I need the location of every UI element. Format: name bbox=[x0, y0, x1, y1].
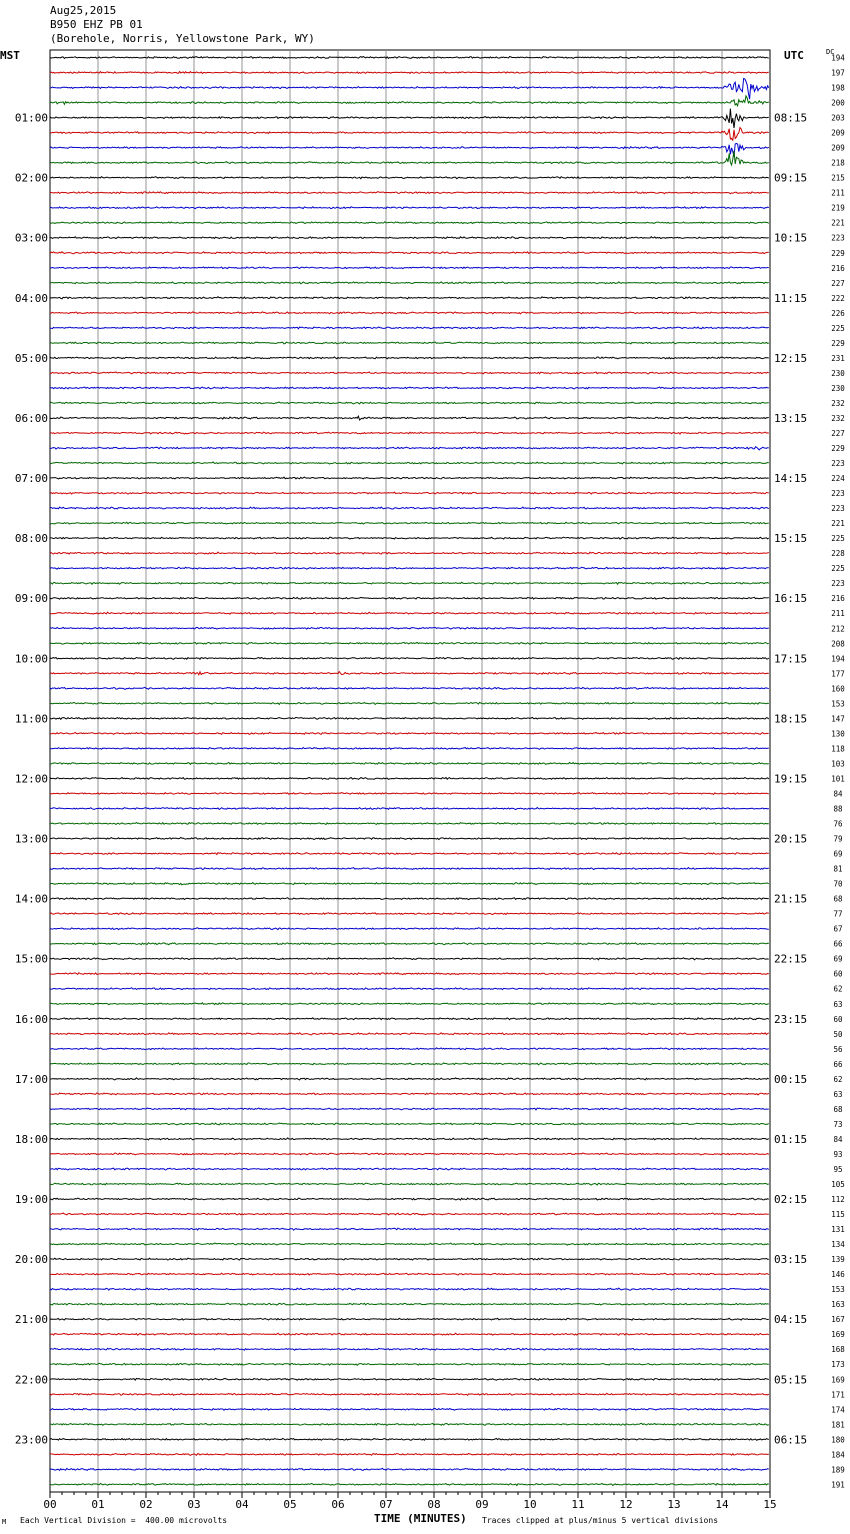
seismic-trace bbox=[50, 748, 769, 750]
title-location: (Borehole, Norris, Yellowstone Park, WY) bbox=[50, 32, 315, 45]
dc-offset-value: 230 bbox=[831, 368, 845, 378]
hour-label-left: 16:00 bbox=[14, 1012, 48, 1026]
dc-offset-value: 203 bbox=[831, 113, 845, 123]
dc-offset-value: 60 bbox=[833, 1014, 843, 1024]
hour-label-left: 14:00 bbox=[14, 892, 48, 906]
x-tick-label: 07 bbox=[379, 1498, 393, 1511]
hour-label-left: 15:00 bbox=[14, 952, 48, 966]
hour-label-left: 02:00 bbox=[14, 171, 48, 185]
hour-label-left: 20:00 bbox=[14, 1253, 48, 1267]
hour-label-right: 21:15 bbox=[774, 892, 808, 906]
dc-offset-value: 223 bbox=[831, 233, 845, 243]
dc-offset-value: 232 bbox=[831, 398, 845, 408]
seismic-trace bbox=[50, 1258, 769, 1260]
logo-mark: M bbox=[2, 1518, 7, 1526]
seismic-trace bbox=[50, 868, 769, 870]
title-station: B950 EHZ PB 01 bbox=[50, 18, 143, 31]
seismic-trace bbox=[50, 1484, 769, 1486]
seismic-trace bbox=[50, 1243, 769, 1245]
hour-label-left: 12:00 bbox=[14, 772, 48, 786]
hour-label-right: 00:15 bbox=[774, 1072, 808, 1086]
seismic-trace bbox=[50, 732, 769, 734]
seismic-trace bbox=[50, 109, 769, 128]
seismic-trace bbox=[50, 252, 769, 254]
seismic-trace bbox=[50, 823, 769, 825]
dc-offset-value: 67 bbox=[833, 924, 843, 934]
dc-offset-value: 173 bbox=[831, 1360, 845, 1370]
seismic-trace bbox=[50, 1408, 769, 1410]
seismic-trace bbox=[50, 192, 769, 194]
seismic-trace bbox=[50, 402, 769, 404]
dc-offset-value: 211 bbox=[831, 188, 845, 198]
seismic-trace bbox=[50, 762, 769, 764]
seismic-trace bbox=[50, 898, 769, 900]
seismic-trace bbox=[50, 1048, 769, 1050]
seismic-trace bbox=[50, 1153, 769, 1155]
dc-offset-value: 225 bbox=[831, 534, 845, 544]
dc-offset-value: 219 bbox=[831, 203, 845, 213]
seismic-trace bbox=[50, 143, 769, 156]
seismic-trace bbox=[50, 1108, 769, 1110]
dc-offset-value: 160 bbox=[831, 684, 845, 694]
dc-offset-value: 209 bbox=[831, 128, 845, 138]
dc-offset-value: 194 bbox=[831, 654, 845, 664]
x-tick-label: 06 bbox=[331, 1498, 345, 1511]
seismic-trace bbox=[50, 477, 769, 479]
seismic-trace bbox=[50, 1198, 769, 1200]
x-tick-label: 14 bbox=[715, 1498, 729, 1511]
hour-label-right: 15:15 bbox=[774, 532, 808, 546]
dc-offset-value: 180 bbox=[831, 1435, 845, 1445]
x-tick-label: 15 bbox=[763, 1498, 777, 1511]
seismic-trace bbox=[50, 79, 769, 100]
seismic-trace bbox=[50, 387, 769, 389]
dc-offset-value: 147 bbox=[831, 714, 845, 724]
hour-label-left: 07:00 bbox=[14, 472, 48, 486]
seismic-trace bbox=[50, 988, 769, 990]
seismic-trace bbox=[50, 357, 769, 359]
dc-offset-value: 197 bbox=[831, 68, 845, 78]
seismic-trace bbox=[50, 687, 769, 689]
seismic-trace bbox=[50, 151, 769, 165]
hour-label-right: 03:15 bbox=[774, 1253, 808, 1267]
dc-offset-value: 223 bbox=[831, 489, 845, 499]
dc-offset-value: 93 bbox=[833, 1149, 843, 1159]
dc-offset-value: 223 bbox=[831, 579, 845, 589]
dc-offset-value: 131 bbox=[831, 1225, 845, 1235]
dc-offset-value: 76 bbox=[833, 819, 843, 829]
dc-offset-value: 216 bbox=[831, 594, 845, 604]
dc-offset-value: 215 bbox=[831, 173, 845, 183]
seismic-trace bbox=[50, 913, 769, 915]
hour-label-left: 04:00 bbox=[14, 291, 48, 305]
hour-label-right: 17:15 bbox=[774, 652, 808, 666]
dc-offset-value: 223 bbox=[831, 459, 845, 469]
seismic-trace bbox=[50, 312, 769, 314]
seismic-trace bbox=[50, 717, 769, 719]
seismic-trace bbox=[50, 372, 769, 374]
hour-label-right: 19:15 bbox=[774, 772, 808, 786]
dc-offset-value: 232 bbox=[831, 413, 845, 423]
x-tick-label: 09 bbox=[475, 1498, 489, 1511]
dc-offset-value: 77 bbox=[833, 909, 843, 919]
seismic-trace bbox=[50, 808, 769, 810]
dc-offset-value: 112 bbox=[831, 1195, 845, 1205]
seismic-trace bbox=[50, 1363, 769, 1365]
dc-offset-value: 84 bbox=[833, 1134, 843, 1144]
dc-offset-value: 226 bbox=[831, 308, 845, 318]
seismic-trace bbox=[50, 432, 769, 434]
seismic-trace bbox=[50, 1093, 769, 1095]
dc-offset-value: 118 bbox=[831, 744, 845, 754]
dc-offset-value: 209 bbox=[831, 143, 845, 153]
seismic-trace bbox=[50, 1423, 769, 1425]
seismic-trace bbox=[50, 1003, 769, 1005]
seismic-trace bbox=[50, 57, 769, 59]
seismic-trace bbox=[50, 72, 769, 74]
dc-offset-value: 169 bbox=[831, 1330, 845, 1340]
seismic-trace bbox=[50, 582, 769, 584]
seismic-trace bbox=[50, 1454, 769, 1456]
x-tick-label: 01 bbox=[91, 1498, 105, 1511]
hour-label-right: 23:15 bbox=[774, 1012, 808, 1026]
seismic-trace bbox=[50, 96, 769, 106]
dc-offset-value: 69 bbox=[833, 849, 843, 859]
hour-label-right: 14:15 bbox=[774, 472, 808, 486]
clip-note: Traces clipped at plus/minus 5 vertical divisions bbox=[482, 1516, 719, 1525]
seismic-trace bbox=[50, 597, 769, 599]
dc-offset-value: 167 bbox=[831, 1315, 845, 1325]
dc-offset-value: 171 bbox=[831, 1390, 845, 1400]
hour-label-left: 18:00 bbox=[14, 1132, 48, 1146]
seismic-trace bbox=[50, 447, 769, 450]
dc-offset-value: 225 bbox=[831, 564, 845, 574]
seismic-trace bbox=[50, 537, 769, 539]
hour-label-left: 19:00 bbox=[14, 1193, 48, 1207]
dc-offset-value: 153 bbox=[831, 699, 845, 709]
seismic-trace bbox=[50, 928, 769, 930]
seismic-trace bbox=[50, 627, 769, 629]
dc-offset-value: 229 bbox=[831, 248, 845, 258]
dc-offset-value: 225 bbox=[831, 323, 845, 333]
seismic-trace bbox=[50, 1213, 769, 1215]
hour-label-left: 09:00 bbox=[14, 592, 48, 606]
dc-offset-value: 191 bbox=[831, 1480, 845, 1490]
seismic-trace bbox=[50, 567, 769, 569]
hour-label-right: 12:15 bbox=[774, 351, 808, 365]
seismic-trace bbox=[50, 282, 769, 284]
dc-offset-value: 189 bbox=[831, 1465, 845, 1475]
plot-frame bbox=[50, 50, 770, 1492]
dc-offset-value: 146 bbox=[831, 1270, 845, 1280]
seismic-trace bbox=[50, 883, 769, 885]
dc-offset-value: 200 bbox=[831, 98, 845, 108]
dc-offset-value: 63 bbox=[833, 1089, 843, 1099]
dc-offset-value: 230 bbox=[831, 383, 845, 393]
seismic-trace bbox=[50, 1348, 769, 1350]
dc-offset-value: 95 bbox=[833, 1164, 843, 1174]
right-timezone-label: UTC bbox=[784, 49, 804, 62]
seismic-trace bbox=[50, 462, 769, 464]
dc-offset-value: 229 bbox=[831, 338, 845, 348]
dc-offset-value: 66 bbox=[833, 939, 843, 949]
hour-label-left: 01:00 bbox=[14, 111, 48, 125]
hour-label-right: 02:15 bbox=[774, 1193, 808, 1207]
dc-offset-value: 101 bbox=[831, 774, 845, 784]
dc-offset-value: 174 bbox=[831, 1405, 845, 1415]
seismic-trace bbox=[50, 177, 769, 179]
hour-label-left: 10:00 bbox=[14, 652, 48, 666]
seismic-trace bbox=[50, 702, 769, 704]
seismic-trace bbox=[50, 658, 769, 660]
dc-offset-value: 194 bbox=[831, 53, 845, 63]
dc-offset-value: 68 bbox=[833, 1104, 843, 1114]
dc-offset-value: 50 bbox=[833, 1029, 843, 1039]
seismic-trace bbox=[50, 1168, 769, 1170]
x-axis-title: TIME (MINUTES) bbox=[374, 1512, 467, 1525]
seismic-trace bbox=[50, 1333, 769, 1335]
seismic-trace bbox=[50, 552, 769, 554]
hour-label-left: 05:00 bbox=[14, 351, 48, 365]
dc-offset-value: 212 bbox=[831, 624, 845, 634]
x-tick-label: 10 bbox=[523, 1498, 537, 1511]
dc-offset-value: 169 bbox=[831, 1375, 845, 1385]
dc-offset-value: 73 bbox=[833, 1119, 843, 1129]
axis-labels bbox=[15, 54, 845, 1512]
seismic-trace bbox=[50, 297, 769, 299]
dc-offset-value: 79 bbox=[833, 834, 843, 844]
seismic-trace bbox=[50, 1078, 769, 1080]
seismic-trace bbox=[50, 1318, 769, 1320]
x-tick-label: 02 bbox=[139, 1498, 153, 1511]
dc-offset-value: 130 bbox=[831, 729, 845, 739]
dc-offset-value: 84 bbox=[833, 789, 843, 799]
dc-offset-value: 63 bbox=[833, 999, 843, 1009]
dc-offset-value: 115 bbox=[831, 1210, 845, 1220]
dc-offset-value: 103 bbox=[831, 759, 845, 769]
seismic-trace bbox=[50, 128, 769, 141]
dc-offset-value: 60 bbox=[833, 969, 843, 979]
dc-offset-value: 221 bbox=[831, 218, 845, 228]
hour-label-left: 23:00 bbox=[14, 1433, 48, 1447]
x-tick-label: 08 bbox=[427, 1498, 441, 1511]
hour-label-right: 13:15 bbox=[774, 411, 808, 425]
x-tick-label: 11 bbox=[571, 1498, 585, 1511]
title-date: Aug25,2015 bbox=[50, 4, 117, 17]
dc-offset-value: 211 bbox=[831, 609, 845, 619]
seismic-trace bbox=[50, 416, 769, 420]
hour-label-right: 10:15 bbox=[774, 231, 808, 245]
hour-label-right: 05:15 bbox=[774, 1373, 808, 1387]
x-tick-label: 00 bbox=[43, 1498, 57, 1511]
seismic-trace bbox=[50, 1183, 769, 1185]
dc-offset-value: 62 bbox=[833, 984, 843, 994]
seismic-trace bbox=[50, 943, 769, 945]
hour-label-left: 13:00 bbox=[14, 832, 48, 846]
seismic-trace bbox=[50, 642, 769, 644]
dc-offset-value: 153 bbox=[831, 1285, 845, 1295]
seismic-trace bbox=[50, 327, 769, 329]
hour-label-right: 09:15 bbox=[774, 171, 808, 185]
seismic-trace bbox=[50, 1288, 769, 1290]
seismic-trace bbox=[50, 1468, 769, 1470]
hour-label-right: 18:15 bbox=[774, 712, 808, 726]
dc-offset-value: 184 bbox=[831, 1450, 845, 1460]
seismic-trace bbox=[50, 222, 769, 224]
dc-offset-value: 216 bbox=[831, 263, 845, 273]
hour-label-left: 06:00 bbox=[14, 411, 48, 425]
x-tick-label: 12 bbox=[619, 1498, 633, 1511]
seismic-trace bbox=[50, 1378, 769, 1380]
seismic-trace bbox=[50, 1033, 769, 1035]
hour-label-right: 16:15 bbox=[774, 592, 808, 606]
dc-offset-value: 68 bbox=[833, 894, 843, 904]
hour-label-right: 20:15 bbox=[774, 832, 808, 846]
dc-offset-value: 221 bbox=[831, 519, 845, 529]
dc-offset-value: 198 bbox=[831, 83, 845, 93]
seismic-trace bbox=[50, 237, 769, 239]
hour-label-left: 08:00 bbox=[14, 532, 48, 546]
dc-offset-value: 231 bbox=[831, 353, 845, 363]
dc-offset-value: 134 bbox=[831, 1240, 845, 1250]
seismic-trace bbox=[50, 207, 769, 209]
dc-offset-value: 181 bbox=[831, 1420, 845, 1430]
seismic-trace bbox=[50, 1063, 769, 1065]
seismic-trace bbox=[50, 1228, 769, 1230]
dc-offset-value: 105 bbox=[831, 1180, 845, 1189]
hour-label-left: 22:00 bbox=[14, 1373, 48, 1387]
seismic-trace bbox=[50, 1138, 769, 1140]
dc-offset-value: 224 bbox=[831, 474, 845, 484]
hour-label-right: 08:15 bbox=[774, 111, 808, 125]
dc-offset-value: 177 bbox=[831, 669, 845, 679]
seismic-trace bbox=[50, 1273, 769, 1275]
seismic-trace bbox=[50, 958, 769, 960]
dc-offset-value: 229 bbox=[831, 444, 845, 454]
hour-label-right: 04:15 bbox=[774, 1313, 808, 1327]
hour-label-left: 11:00 bbox=[14, 712, 48, 726]
seismic-trace bbox=[50, 1439, 769, 1441]
seismic-trace bbox=[50, 853, 769, 855]
scale-note: Each Vertical Division = 400.00 microvolts bbox=[20, 1516, 228, 1525]
dc-offset-value: 227 bbox=[831, 278, 845, 288]
dc-column-label: DC bbox=[826, 48, 835, 56]
seismic-trace bbox=[50, 612, 769, 614]
dc-offset-value: 70 bbox=[833, 879, 843, 889]
left-timezone-label: MST bbox=[0, 49, 20, 62]
hour-label-right: 11:15 bbox=[774, 291, 808, 305]
hour-label-left: 21:00 bbox=[14, 1313, 48, 1327]
dc-offset-value: 62 bbox=[833, 1074, 843, 1084]
dc-offset-value: 81 bbox=[833, 864, 843, 874]
seismic-trace bbox=[50, 492, 769, 494]
dc-offset-value: 227 bbox=[831, 429, 845, 438]
seismic-trace bbox=[50, 672, 769, 675]
dc-offset-value: 139 bbox=[831, 1255, 845, 1265]
seismic-trace bbox=[50, 267, 769, 269]
x-tick-label: 05 bbox=[283, 1498, 297, 1511]
dc-offset-value: 163 bbox=[831, 1300, 845, 1310]
dc-offset-value: 228 bbox=[831, 549, 845, 559]
seismic-trace bbox=[50, 778, 769, 780]
seismic-trace bbox=[50, 522, 769, 524]
dc-offset-value: 56 bbox=[833, 1044, 843, 1054]
dc-offset-value: 218 bbox=[831, 158, 845, 168]
seismic-trace bbox=[50, 342, 769, 344]
dc-offset-value: 88 bbox=[833, 804, 843, 814]
seismic-trace bbox=[50, 1123, 769, 1125]
hour-label-left: 17:00 bbox=[14, 1072, 48, 1086]
seismic-trace bbox=[50, 793, 769, 795]
seismic-trace bbox=[50, 1303, 769, 1305]
dc-offset-value: 222 bbox=[831, 293, 845, 303]
x-tick-label: 04 bbox=[235, 1498, 249, 1511]
dc-offset-value: 66 bbox=[833, 1059, 843, 1069]
dc-offset-value: 223 bbox=[831, 504, 845, 514]
hour-label-right: 06:15 bbox=[774, 1433, 808, 1447]
hour-label-right: 01:15 bbox=[774, 1132, 808, 1146]
seismic-trace bbox=[50, 973, 769, 975]
hour-label-left: 03:00 bbox=[14, 231, 48, 245]
dc-offset-value: 168 bbox=[831, 1345, 845, 1355]
seismic-traces bbox=[50, 57, 769, 1486]
dc-offset-value: 69 bbox=[833, 954, 843, 964]
seismic-trace bbox=[50, 1018, 769, 1020]
seismic-trace bbox=[50, 1393, 769, 1395]
hour-label-right: 22:15 bbox=[774, 952, 808, 966]
x-tick-label: 13 bbox=[667, 1498, 681, 1511]
dc-offset-value: 208 bbox=[831, 639, 845, 649]
x-tick-label: 03 bbox=[187, 1498, 201, 1511]
seismic-trace bbox=[50, 838, 769, 840]
seismic-trace bbox=[50, 507, 769, 509]
